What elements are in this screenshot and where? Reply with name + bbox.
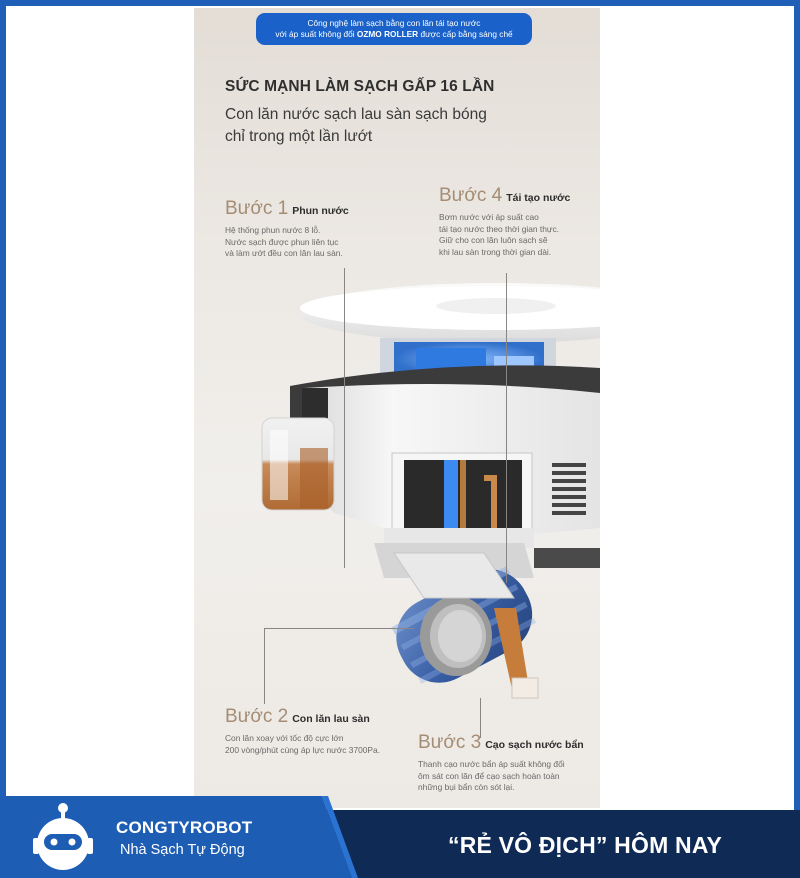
headline: SỨC MẠNH LÀM SẠCH GẤP 16 LẦN <box>225 78 495 95</box>
step-number: Bước 1 <box>225 198 289 219</box>
subhead: Con lăn nước sạch lau sàn sạch bóng chỉ trong một lần lướt <box>225 106 487 145</box>
step-2 <box>225 706 380 756</box>
step-title: Phun nước <box>292 205 349 217</box>
banner-brand: OZMO ROLLER <box>356 29 419 39</box>
brand-tagline: Nhà Sạch Tự Động <box>120 842 245 858</box>
leader-line-step-2-h <box>264 628 414 629</box>
step-description: Bơm nước với áp suất cao tái tạo nước theo thời gian thực. Giữ cho con lăn luôn sạch sẽ khi lau sàn trong thời gian dài. <box>439 212 559 257</box>
step-description: Thanh cạo nước bẩn áp suất không đổi ôm sát con lăn để cạo sạch hoàn toàn những bụi bẩn còn sót lại. <box>418 759 565 792</box>
step-number: Bước 4 <box>439 185 503 206</box>
product-poster <box>194 8 600 808</box>
leader-line-step-2-v <box>264 628 265 704</box>
robot-head-logo-icon[interactable] <box>30 800 96 874</box>
step-number: Bước 2 <box>225 706 289 727</box>
step-1 <box>225 198 349 260</box>
leader-line-step-1 <box>344 268 345 568</box>
banner-line-1: Công nghệ làm sạch bằng con lăn tái tạo nước <box>307 18 481 28</box>
step-title: Con lăn lau sàn <box>292 713 370 725</box>
step-number: Bước 3 <box>418 732 482 753</box>
leader-line-step-4 <box>506 273 507 583</box>
step-description: Con lăn xoay với tốc độ cực lớn 200 vòng/phút cùng áp lực nước 3700Pa. <box>225 733 380 755</box>
promo-quote: “RẺ VÔ ĐỊCH” <box>448 832 608 858</box>
step-3 <box>418 732 584 794</box>
brand-name[interactable]: CONGTYROBOT <box>116 818 253 837</box>
step-4 <box>439 185 570 258</box>
step-description: Hệ thống phun nước 8 lỗ. Nước sạch được phun liên tục và làm ướt đều con lăn lau sàn. <box>225 225 343 258</box>
promo-text <box>448 832 722 859</box>
footer-bar <box>0 796 800 878</box>
patent-banner <box>256 13 532 45</box>
banner-line-2: với áp suất không đổi OZMO ROLLER được cấp bằng sáng chế <box>275 29 513 39</box>
step-title: Cạo sạch nước bẩn <box>485 739 584 751</box>
promo-rest: HÔM NAY <box>607 832 723 858</box>
step-title: Tái tạo nước <box>506 192 571 204</box>
